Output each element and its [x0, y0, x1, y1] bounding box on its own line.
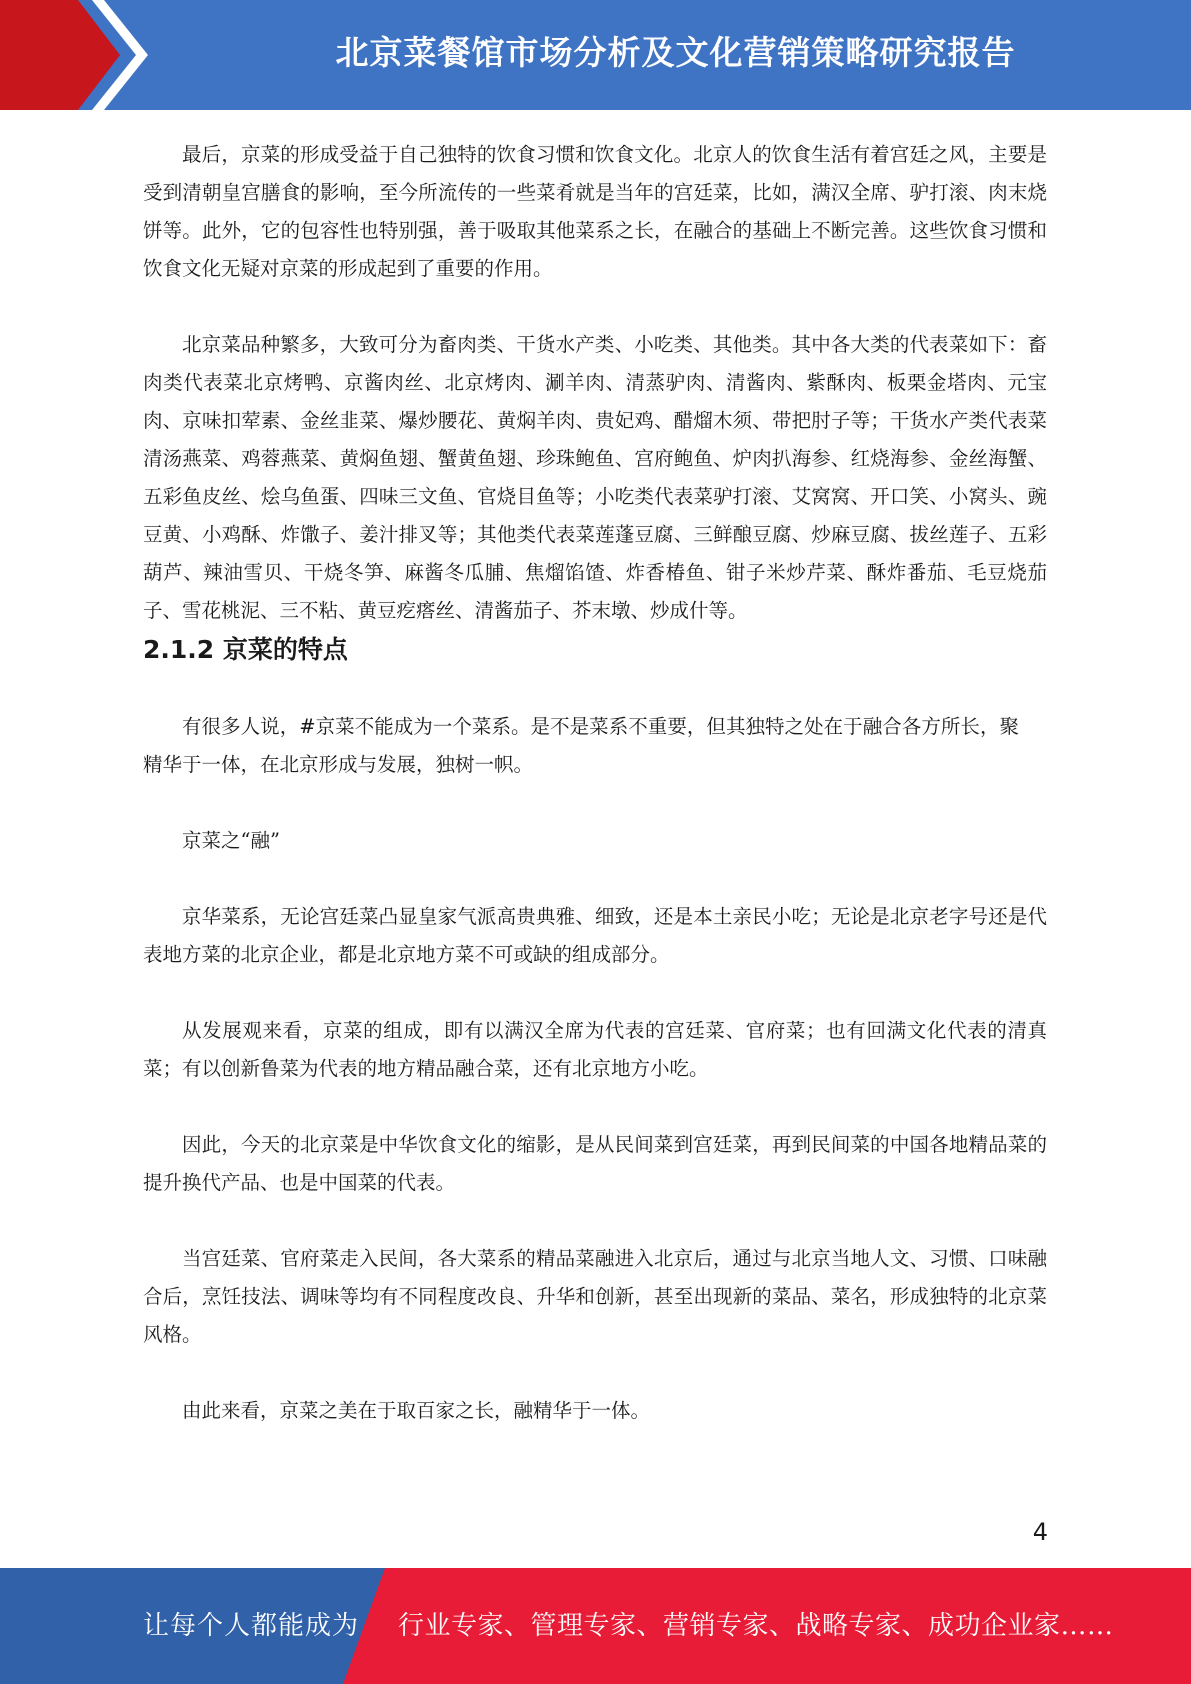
paragraph-spacer: [143, 1088, 1047, 1126]
section-paragraph-4: 因此，今天的北京菜是中华饮食文化的缩影，是从民间菜到宫廷菜，再到民间菜的中国各地精品菜的提升换代产品、也是中国菜的代表。: [143, 1133, 1047, 1194]
intro-paragraph-2: 北京菜品种繁多，大致可分为畜肉类、干货水产类、小吃类、其他类。其中各大类的代表菜如下：畜肉类代表菜北京烤鸭、京酱肉丝、北京烤肉、涮羊肉、清蒸驴肉、清酱肉、紫酥肉、板栗金塔肉、元宝肉、京味扣荤素、金丝韭菜、爆炒腰花、黄焖羊肉、贵妃鸡、醋熘木须、带把肘子等；干货水产类代表菜清汤燕菜、鸡蓉燕菜、黄焖鱼翅、蟹黄鱼翅、珍珠鲍鱼、宫府鲍鱼、炉肉扒海参、红烧海参、金丝海蟹、五彩鱼皮丝、烩乌鱼蛋、四味三文鱼、官烧目鱼等；小吃类代表菜驴打滚、艾窝窝、开口笑、小窝头、豌豆黄、小鸡酥、炸馓子、姜汁排叉等；其他类代表菜莲蓬豆腐、三鲜酿豆腐、炒麻豆腐、拔丝莲子、五彩葫芦、辣油雪贝、干烧冬笋、麻酱冬瓜脯、焦熘馅馇、炸香椿鱼、钳子米炒芹菜、酥炸番茄、毛豆烧茄子、雪花桃泥、三不粘、黄豆疙瘩丝、清酱茄子、芥末墩、炒成什等。: [143, 333, 1047, 622]
paragraph-spacer: [143, 1202, 1047, 1240]
header-red-arrow-shape: [0, 0, 120, 110]
section-subtitle: 京菜之“融”: [182, 829, 280, 852]
paragraph-spacer: [143, 974, 1047, 1012]
section-paragraph-3: 从发展观来看，京菜的组成，即有以满汉全席为代表的宫廷菜、官府菜；也有回满文化代表的清真菜；有以创新鲁菜为代表的地方精品融合菜，还有北京地方小吃。: [143, 1019, 1047, 1080]
paragraph-spacer: [143, 288, 1047, 326]
section-paragraph-2: 京华菜系，无论宫廷菜凸显皇家气派高贵典雅、细致，还是本土亲民小吃；无论是北京老字号还是代表地方菜的北京企业，都是北京地方菜不可或缺的组成部分。: [143, 905, 1047, 966]
paragraph-spacer: [143, 784, 1047, 822]
page-number: 4: [1032, 1518, 1048, 1546]
section-heading: 2.1.2 京菜的特点: [143, 635, 348, 664]
report-title: 北京菜餐馆市场分析及文化营销策略研究报告: [335, 33, 1016, 72]
paragraph-spacer: [143, 860, 1047, 898]
section-paragraph-5: 当宫廷菜、官府菜走入民间，各大菜系的精品菜融进入北京后，通过与北京当地人文、习惯、口味融合后，烹饪技法、调味等均有不同程度改良、升华和创新，甚至出现新的菜品、菜名，形成独特的北京菜风格。: [143, 1247, 1047, 1346]
footer-slogan-right: 行业专家、管理专家、营销专家、战略专家、成功企业家……: [398, 1611, 1114, 1641]
section-paragraph-6: 由此来看，京菜之美在于取百家之长，融精华于一体。: [182, 1399, 651, 1422]
footer-slogan-left: 让每个人都能成为: [143, 1611, 360, 1641]
page-footer: [0, 1568, 1191, 1684]
intro-paragraph-1: 最后，京菜的形成受益于自己独特的饮食习惯和饮食文化。北京人的饮食生活有着宫廷之风，主要是受到清朝皇宫膳食的影响，至今所流传的一些菜肴就是当年的宫廷菜，比如，满汉全席、驴打滚、肉末烧饼等。此外，它的包容性也特别强，善于吸取其他菜系之长，在融合的基础上不断完善。这些饮食习惯和饮食文化无疑对京菜的形成起到了重要的作用。: [143, 143, 1047, 280]
paragraph-spacer: [143, 670, 1047, 708]
page-content: [143, 136, 1047, 1430]
section-paragraph-1: 有很多人说，#京菜不能成为一个菜系。是不是菜系不重要，但其独特之处在于融合各方所长，聚精华于一体，在北京形成与发展，独树一帜。: [143, 715, 1019, 776]
paragraph-spacer: [143, 1354, 1047, 1392]
page-header: [0, 0, 1191, 110]
